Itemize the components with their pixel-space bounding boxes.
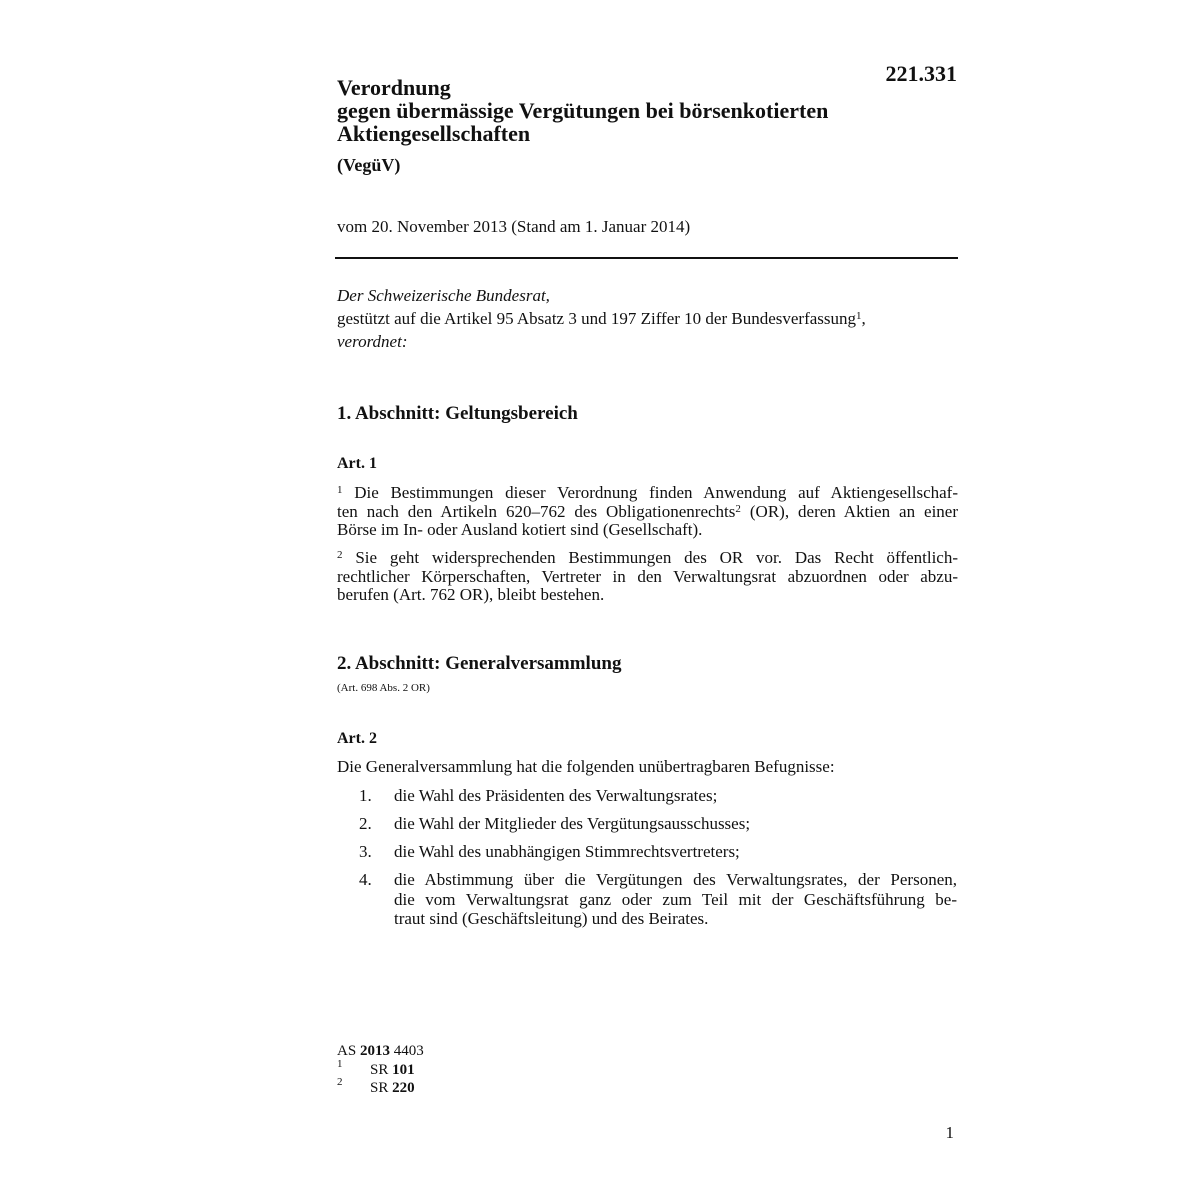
text-line: rechtlicher Körperschaften, Vertreter in den Verwaltungsrat abzuordnen oder abzu-: [337, 566, 958, 586]
title-line: Aktiengesellschaften: [337, 121, 531, 146]
title-line: Verordnung: [337, 75, 451, 100]
article-1-paragraph-1: [337, 484, 958, 540]
basis-text: gestützt auf die Artikel 95 Absatz 3 und 197 Ziffer 10 der Bundesverfassung: [337, 309, 857, 328]
list-number: 3.: [359, 842, 372, 861]
list-number: 4.: [359, 870, 372, 889]
list-text: die Wahl des unabhängigen Stimmrechtsvertreters;: [394, 842, 740, 861]
footnote: [337, 1078, 537, 1095]
basis-end: ,: [861, 309, 866, 328]
preamble-decree: verordnet:: [337, 332, 408, 351]
footnote-ref[interactable]: 1: [856, 310, 862, 322]
document-title: [337, 76, 828, 145]
as-year: 2013: [359, 1043, 390, 1059]
paragraph-number: 1: [337, 484, 343, 496]
list-number: 1.: [359, 786, 372, 805]
text-line: (OR), deren Aktien an einer: [749, 501, 959, 521]
title-line: gegen übermässige Vergütungen bei börsenkotierten: [337, 98, 829, 123]
text-line: ten nach den Artikeln 620–762 des Obligationenrechts: [337, 501, 736, 521]
text-line: Börse im In- oder Ausland kotiert sind (Gesellschaft).: [337, 520, 703, 539]
list-text: die Wahl des Präsidenten des Verwaltungsrates;: [394, 786, 718, 805]
list-number: 2.: [359, 814, 372, 833]
preamble-authority: Der Schweizerische Bundesrat,: [337, 286, 550, 305]
header-rule: [335, 257, 958, 259]
article-1-paragraph-2: [337, 549, 958, 605]
date-line: vom 20. November 2013 (Stand am 1. Januar 2014): [337, 217, 691, 236]
page-number: 1: [945, 1123, 954, 1142]
article-heading: Art. 1: [337, 455, 377, 472]
section-reference: (Art. 698 Abs. 2 OR): [337, 682, 430, 694]
section-heading: 1. Abschnitt: Geltungsbereich: [337, 403, 578, 424]
article-2-intro: Die Generalversammlung hat die folgenden unübertragbaren Befugnisse:: [337, 757, 835, 776]
text-line: die Abstimmung über die Vergütungen des Verwaltungsrates, der Personen,: [394, 870, 957, 889]
paragraph-number: 2: [337, 549, 343, 561]
as-page: 4403: [393, 1043, 424, 1059]
text-line: berufen (Art. 762 OR), bleibt bestehen.: [337, 585, 605, 604]
footnote-number: 2: [337, 1076, 343, 1088]
footnote-prefix: SR: [370, 1080, 389, 1096]
as-prefix: AS: [337, 1043, 357, 1059]
footnote-value: 220: [392, 1080, 415, 1096]
list-text: die Wahl der Mitglieder des Vergütungsausschusses;: [394, 814, 751, 833]
preamble-basis: [337, 310, 866, 329]
footnote-number: 1: [337, 1058, 343, 1070]
sr-number: 221.331: [885, 61, 957, 86]
footnote-value: 101: [392, 1062, 415, 1078]
text-line: die vom Verwaltungsrat ganz oder zum Teil mit der Geschäftsführung be-: [394, 889, 957, 909]
text-line: Sie geht widersprechenden Bestimmungen des OR vor. Das Recht öffentlich-: [355, 548, 958, 567]
text-line: traut sind (Geschäftsleitung) und des Beirates.: [394, 909, 709, 928]
footnote-as: [337, 1043, 424, 1060]
list-text: [394, 870, 957, 929]
abbreviation: (VegüV): [337, 155, 401, 175]
text-line: Die Bestimmungen dieser Verordnung finden Anwendung auf Aktiengesellschaf-: [354, 483, 959, 502]
footnote: [337, 1060, 537, 1077]
footnote-prefix: SR: [370, 1062, 389, 1078]
section-heading: 2. Abschnitt: Generalversammlung: [337, 653, 622, 674]
footnote-ref[interactable]: 2: [735, 502, 741, 515]
article-heading: Art. 2: [337, 730, 377, 747]
